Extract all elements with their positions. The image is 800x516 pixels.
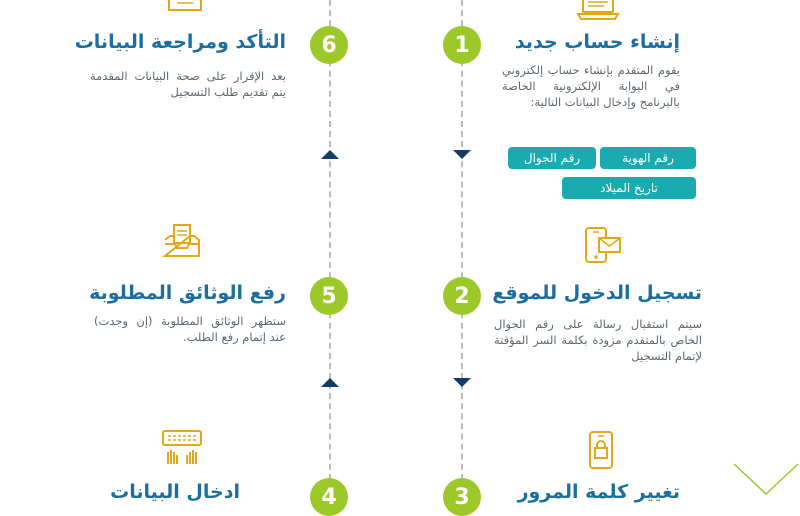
- arrow-up-1: [321, 150, 339, 159]
- step-6-number: 6: [310, 26, 348, 64]
- step-1-title: إنشاء حساب جديد: [514, 31, 680, 53]
- step-1-description: يقوم المتقدم بإنشاء حساب إلكتروني في البوابة الإلكترونية الخاصة بالبرنامج وإدخال البيانات التالية:: [502, 63, 680, 109]
- timeline-line-right: [461, 0, 463, 500]
- step-3-title: تغيير كلمة المرور: [517, 481, 680, 503]
- arrow-down-2: [453, 378, 471, 387]
- step-6-title: التأكد ومراجعة البيانات: [74, 31, 286, 53]
- step-4-number: 4: [310, 478, 348, 516]
- step-3-number: 3: [443, 478, 481, 516]
- step-5-number: 5: [310, 277, 348, 315]
- phone-lock-icon: [586, 430, 616, 470]
- timeline-line-left: [329, 0, 331, 500]
- arrow-down-1: [453, 150, 471, 159]
- step-2-title: تسجيل الدخول للموقع: [492, 282, 702, 304]
- tag-id-number: رقم الهوية: [600, 147, 696, 169]
- tag-birth-date: تاريخ الميلاد: [562, 177, 696, 199]
- step-5-description: ستظهر الوثائق المطلوبة (إن وجدت) عند إتمام رفع الطلب.: [94, 314, 286, 344]
- step-2-description: سيتم استقبال رسالة على رقم الجوال الخاص بالمتقدم مزودة بكلمة السر المؤقتة لإتمام التسجيل: [494, 317, 702, 363]
- arrow-up-2: [321, 378, 339, 387]
- document-tray-icon: [162, 222, 202, 262]
- step-5-title: رفع الوثائق المطلوبة: [89, 282, 286, 304]
- keyboard-hands-icon: [160, 428, 204, 468]
- step-1-number: 1: [443, 26, 481, 64]
- checklist-icon: [165, 0, 205, 18]
- step-4-title: ادخال البيانات: [110, 481, 240, 503]
- corner-decoration: [730, 460, 800, 500]
- laptop-icon: [576, 0, 620, 24]
- tag-mobile-number: رقم الجوال: [508, 147, 596, 169]
- phone-message-icon: [582, 226, 622, 266]
- step-6-description: بعد الإقرار على صحة البيانات المقدمة يتم تقديم طلب التسجيل: [90, 69, 286, 99]
- step-2-number: 2: [443, 277, 481, 315]
